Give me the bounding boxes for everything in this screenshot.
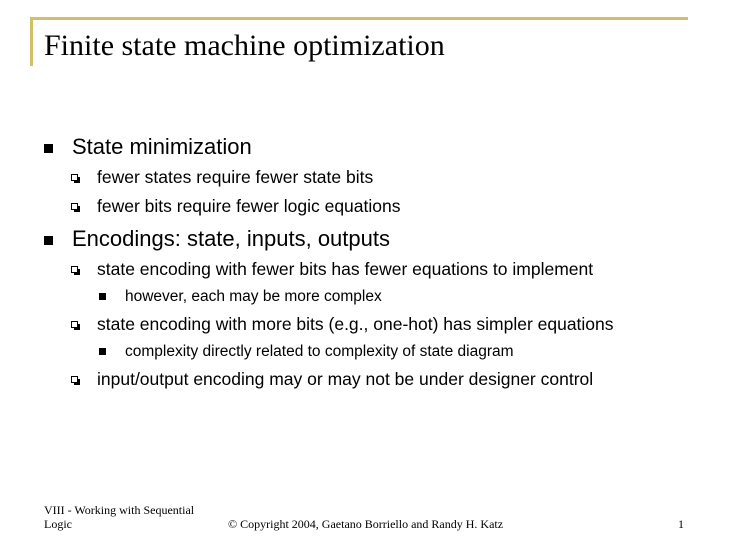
hollow-square-bullet-icon bbox=[71, 266, 78, 273]
slide-title: Finite state machine optimization bbox=[44, 29, 445, 62]
sub-sub-bullet-more-complex: however, each may be more complex bbox=[125, 288, 382, 305]
hollow-square-bullet-icon bbox=[71, 321, 78, 328]
footer-chapter-line2: Logic bbox=[44, 517, 72, 531]
square-bullet-icon bbox=[44, 144, 53, 153]
bullet-encodings: Encodings: state, inputs, outputs bbox=[72, 226, 390, 251]
square-bullet-icon bbox=[44, 236, 53, 245]
hollow-square-bullet-icon bbox=[71, 174, 78, 181]
square-bullet-icon bbox=[99, 293, 106, 300]
sub-sub-bullet-complexity: complexity directly related to complexity of state diagram bbox=[125, 343, 514, 360]
sub-bullet-more-bits-encoding: state encoding with more bits (e.g., one-hot) has simpler equations bbox=[97, 314, 614, 334]
square-bullet-icon bbox=[99, 348, 106, 355]
footer-chapter-line1: VIII - Working with Sequential bbox=[44, 503, 195, 517]
hollow-square-bullet-icon bbox=[71, 203, 78, 210]
footer-copyright: © Copyright 2004, Gaetano Borriello and Randy H. Katz bbox=[228, 517, 504, 531]
hollow-square-bullet-icon bbox=[71, 376, 78, 383]
sub-bullet-fewer-bits: fewer bits require fewer logic equations bbox=[97, 196, 401, 216]
title-frame-top bbox=[30, 17, 688, 20]
bullet-state-minimization: State minimization bbox=[72, 134, 252, 159]
sub-bullet-fewer-bits-encoding: state encoding with fewer bits has fewer equations to implement bbox=[97, 259, 594, 279]
sub-bullet-io-encoding: input/output encoding may or may not be under designer control bbox=[97, 369, 594, 389]
title-frame-left bbox=[30, 17, 33, 66]
footer-page-number: 1 bbox=[678, 517, 684, 531]
sub-bullet-fewer-states: fewer states require fewer state bits bbox=[97, 167, 374, 187]
